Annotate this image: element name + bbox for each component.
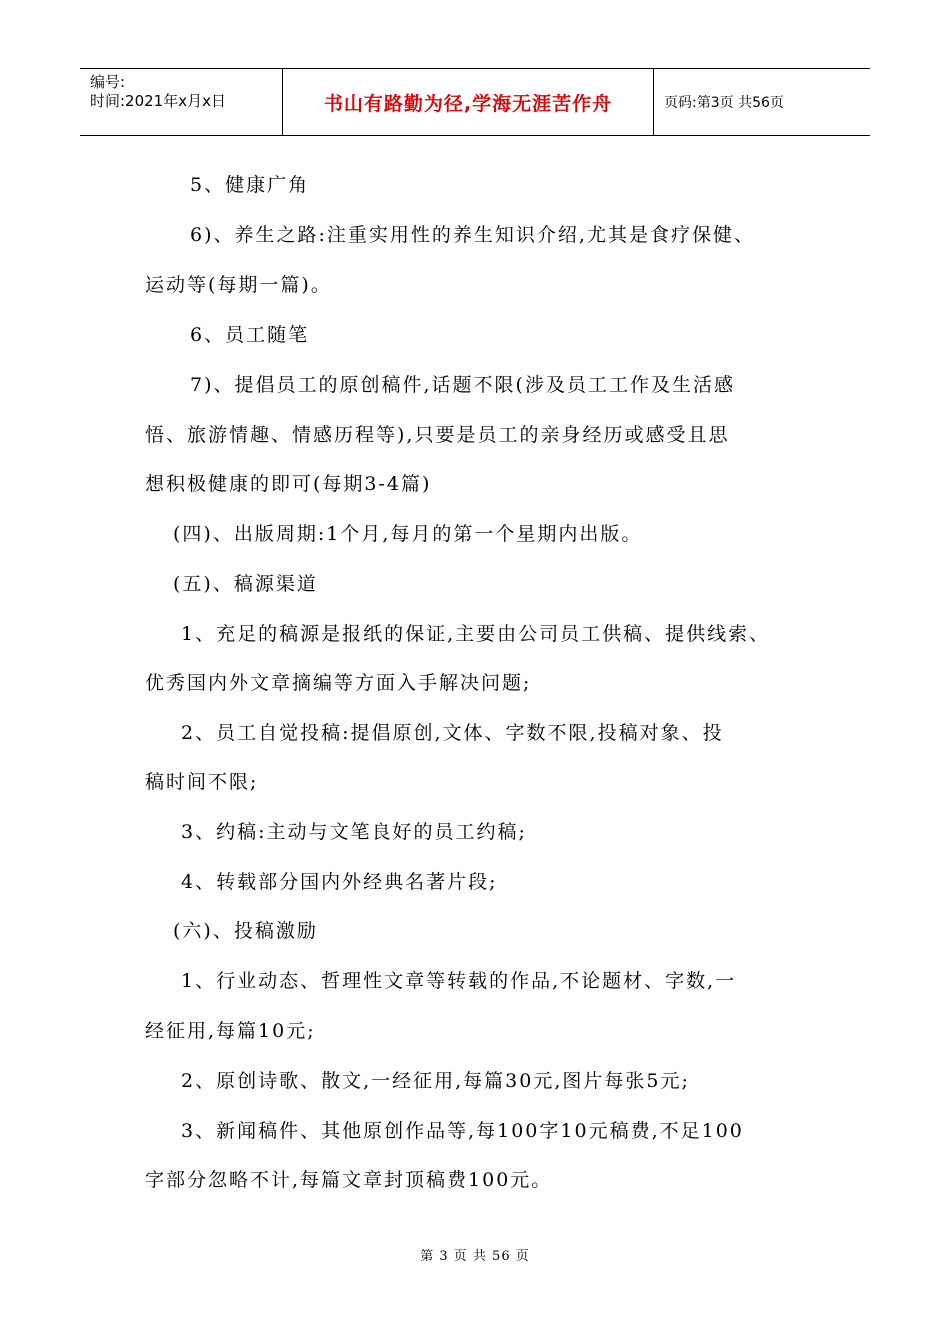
body-line: 优秀国内外文章摘编等方面入手解决问题; [145,672,532,694]
body-line: 运动等(每期一篇)。 [145,274,332,296]
page-footer: 第 3 页 共 56 页 [420,1249,530,1264]
body-line: 3、新闻稿件、其他原创作品等,每100字10元稿费,不足100 [181,1120,744,1142]
page-header [80,68,870,136]
body-line: 悟、旅游情趣、情感历程等),只要是员工的亲身经历或感受且思 [145,424,730,446]
time-label: 时间:2021年x月x日 [90,92,226,110]
body-line: 2、原创诗歌、散文,一经征用,每篇30元,图片每张5元; [181,1070,690,1092]
body-line: 6)、养生之路:注重实用性的养生知识介绍,尤其是食疗保健、 [190,224,755,246]
body-line: 字部分忽略不计,每篇文章封顶稿费100元。 [145,1169,553,1191]
body-line: 7)、提倡员工的原创稿件,话题不限(涉及员工工作及生活感 [190,374,735,396]
body-line: 6、员工随笔 [190,324,310,346]
body-line: 1、充足的稿源是报纸的保证,主要由公司员工供稿、提供线索、 [181,623,771,645]
body-line: 5、健康广角 [190,174,310,196]
header-meta [80,69,283,135]
header-motto: 书山有路勤为径,学海无涯苦作舟 [283,69,654,135]
body-line: (五)、稿源渠道 [173,573,318,595]
body-line: 稿时间不限; [145,771,259,793]
number-label: 编号: [90,73,126,91]
body-line: 想积极健康的即可(每期3-4篇) [145,473,432,495]
body-line: 1、行业动态、哲理性文章等转载的作品,不论题材、字数,一 [181,970,737,992]
body-line: (六)、投稿激励 [173,920,318,942]
header-page-label: 页码:第3页 共56页 [664,95,784,111]
body-line: 经征用,每篇10元; [145,1020,316,1042]
body-line: 3、约稿:主动与文笔良好的员工约稿; [181,821,527,843]
body-line: (四)、出版周期:1个月,每月的第一个星期内出版。 [173,523,643,545]
body-line: 4、转载部分国内外经典名著片段; [181,871,498,893]
body-line: 2、员工自觉投稿:提倡原创,文体、字数不限,投稿对象、投 [181,722,724,744]
